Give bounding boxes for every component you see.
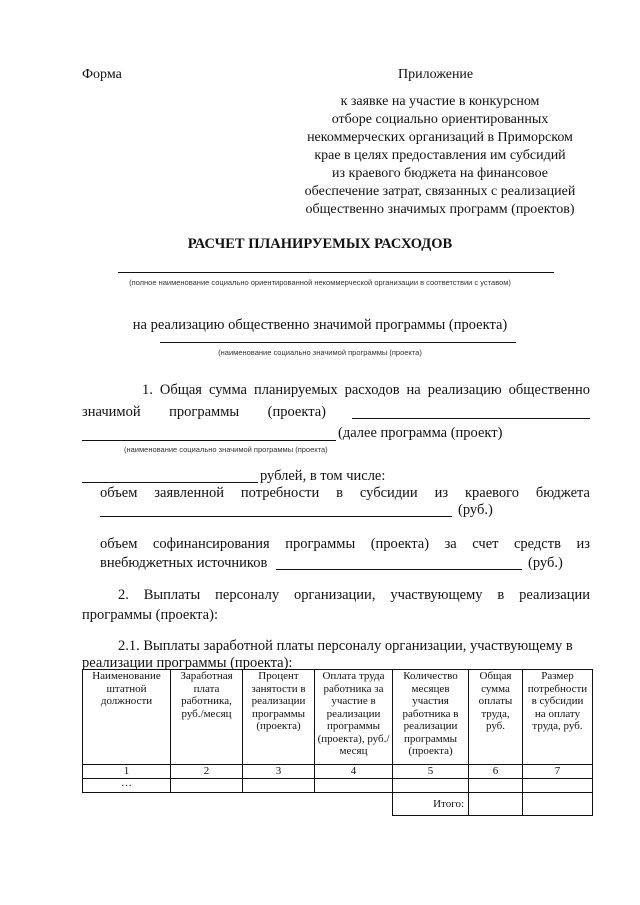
table-header-row <box>83 670 593 765</box>
subsidy-amount-line[interactable] <box>100 516 452 517</box>
word: объем <box>100 485 138 501</box>
empty-cell <box>171 793 243 816</box>
document-title: РАСЧЕТ ПЛАНИРУЕМЫХ РАСХОДОВ <box>187 236 453 252</box>
p1-line2 <box>82 404 326 421</box>
word: в <box>336 485 343 501</box>
word: потребности <box>240 485 320 501</box>
table-cell[interactable] <box>393 779 469 793</box>
table-cell[interactable] <box>315 779 393 793</box>
appendix-block <box>290 93 590 219</box>
p1-further-label: (далее программа (проект) <box>338 425 503 441</box>
word: расходов <box>344 382 400 398</box>
col-header: Размер потребности в субсидии на оплату труда, руб. <box>523 670 593 765</box>
word: 2. <box>118 587 129 603</box>
word: объем <box>100 536 138 552</box>
word: Выплаты <box>143 587 201 603</box>
expenses-table <box>82 669 593 816</box>
total-sum-cell[interactable] <box>469 793 523 816</box>
col-header: Общая сумма оплаты труда, руб. <box>469 670 523 765</box>
word: участвующему <box>390 587 483 603</box>
word: субсидии <box>359 485 418 501</box>
appendix-line: отборе социально ориентированных <box>331 112 549 127</box>
empty-cell <box>83 793 171 816</box>
col-number: 3 <box>243 765 315 779</box>
p21-line2: реализации программы (проекта): <box>82 655 293 671</box>
word: из <box>434 485 449 501</box>
col-number: 5 <box>393 765 469 779</box>
col-number: 1 <box>83 765 171 779</box>
extra-sources-label: внебюджетных источников <box>100 555 268 571</box>
word: программы <box>169 404 240 420</box>
word: софинансирования <box>152 536 270 552</box>
word: (проекта) <box>267 404 326 420</box>
word: организации, <box>293 587 376 603</box>
word: сумма <box>208 382 247 398</box>
program-fill-line-1[interactable] <box>352 418 590 419</box>
table-cell[interactable] <box>523 779 593 793</box>
program-fill-line-2[interactable] <box>82 440 336 441</box>
appendix-line: к заявке на участие в конкурсном <box>340 94 540 109</box>
empty-cell <box>315 793 393 816</box>
col-number: 4 <box>315 765 393 779</box>
appendix-title: Приложение <box>398 67 474 82</box>
program-line: на реализацию общественно значимой программы (проекта) <box>132 317 508 333</box>
p21-line1: 2.1. Выплаты заработной платы персоналу организации, участвующему в <box>118 638 573 654</box>
word: общественно <box>508 382 590 398</box>
total-amount-line[interactable] <box>82 482 258 483</box>
p2-line1 <box>118 587 590 604</box>
ellipsis-cell: … <box>83 779 171 793</box>
col-header: Заработная плата работника, руб./месяц <box>171 670 243 765</box>
table-cell[interactable] <box>469 779 523 793</box>
cofin-rub-suffix: (руб.) <box>528 555 563 571</box>
word: бюджета <box>535 485 590 501</box>
appendix-line: крае в целях предоставления им субсидий <box>314 148 566 163</box>
table-total-row <box>83 793 593 816</box>
col-header: Наименование штатной должности <box>83 670 171 765</box>
table-cell[interactable] <box>243 779 315 793</box>
empty-cell <box>243 793 315 816</box>
col-header: Процент занятости в реализации программы (проекта) <box>243 670 315 765</box>
word: средств <box>514 536 561 552</box>
col-number: 2 <box>171 765 243 779</box>
word: 1. <box>142 382 153 398</box>
word: за <box>444 536 457 552</box>
col-number: 7 <box>523 765 593 779</box>
word: из <box>576 536 590 552</box>
word: Общая <box>159 382 202 398</box>
org-name-hint: (полное наименование социально ориентированной некоммерческой организации в соответствии с уставом) <box>129 278 511 287</box>
col-number: 6 <box>469 765 523 779</box>
total-label: Итого: <box>393 793 469 816</box>
program-name-line[interactable] <box>160 342 516 343</box>
word: на <box>406 382 421 398</box>
word: заявленной <box>154 485 224 501</box>
word: персоналу <box>215 587 280 603</box>
org-name-line[interactable] <box>118 272 554 273</box>
table-row <box>83 779 593 793</box>
subsidy-rub-suffix: (руб.) <box>458 502 493 518</box>
program-name-hint: (наименование социально значимой программы (проекта) <box>218 348 422 357</box>
p1-hint: (наименование социально значимой программы (проекта) <box>124 445 328 454</box>
word: значимой <box>82 404 141 420</box>
table-cell[interactable] <box>171 779 243 793</box>
table-number-row <box>83 765 593 779</box>
appendix-line: общественно значимых программ (проектов) <box>305 202 575 217</box>
appendix-line: обеспечение затрат, связанных с реализацией <box>304 184 576 199</box>
word: программы <box>285 536 356 552</box>
appendix-line: некоммерческих организаций в Приморском <box>307 130 573 145</box>
appendix-line: из краевого бюджета на финансовое <box>332 166 548 181</box>
word: (проекта) <box>370 536 430 552</box>
cofin-line <box>100 536 590 553</box>
cofin-amount-line[interactable] <box>276 569 522 570</box>
word: краевого <box>464 485 519 501</box>
col-header: Оплата труда работника за участие в реализации программы (проекта), руб./месяц <box>315 670 393 765</box>
subsidy-line <box>100 485 590 502</box>
word: реализации <box>519 587 590 603</box>
word: в <box>497 587 505 603</box>
word: планируемых <box>253 382 338 398</box>
form-label: Форма <box>82 67 122 82</box>
rubles-including: рублей, в том числе: <box>260 468 386 484</box>
p2-line2: программы (проекта): <box>82 607 218 623</box>
p1-line1 <box>142 382 590 399</box>
col-header: Количество месяцев участия работника в реализации программы (проекта) <box>393 670 469 765</box>
word: счет <box>472 536 499 552</box>
word: реализацию <box>427 382 502 398</box>
total-subsidy-cell[interactable] <box>523 793 593 816</box>
